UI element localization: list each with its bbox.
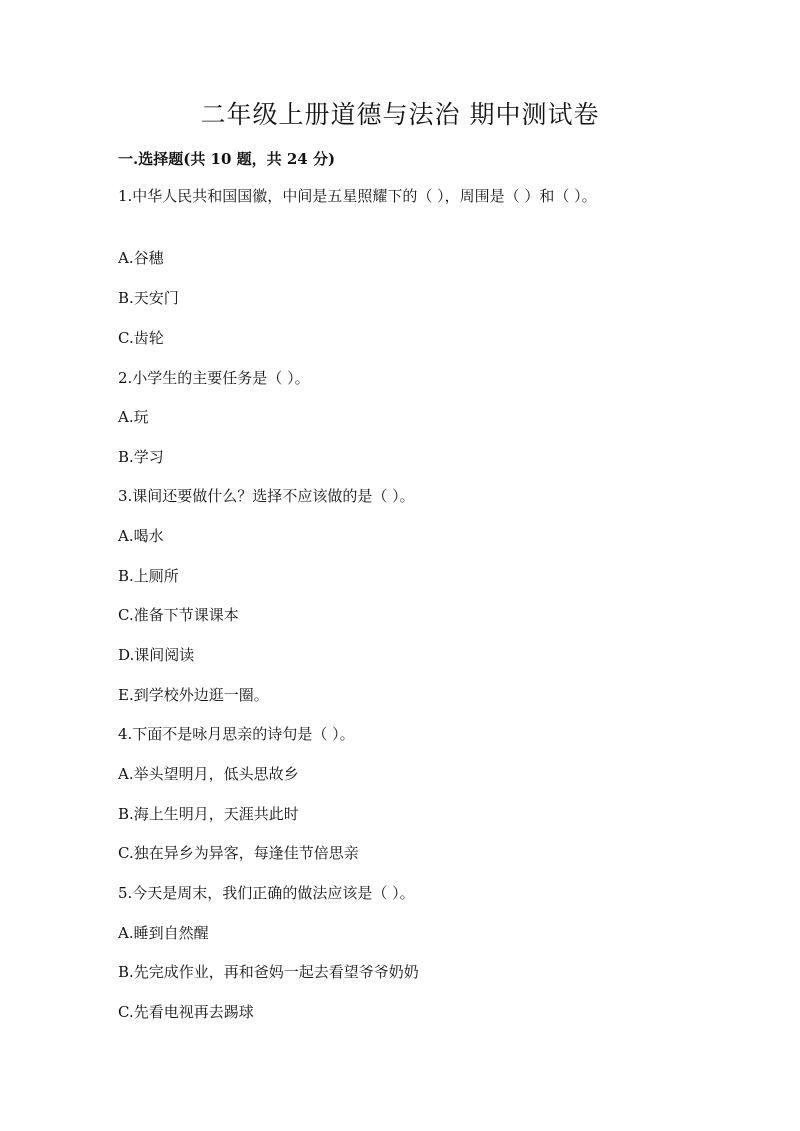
exam-title: 二年级上册道德与法治 期中测试卷 — [200, 100, 600, 129]
question-1-stem: 1.中华人民共和国国徽，中间是五星照耀下的（ ），周围是（ ）和（ ）。 — [118, 187, 597, 205]
section-heading: 一.选择题(共 10 题，共 24 分) — [118, 150, 336, 168]
question-4-option-b[interactable]: B.海上生明月，天涯共此时 — [118, 805, 299, 823]
question-2-stem: 2.小学生的主要任务是（ ）。 — [118, 369, 310, 387]
question-2-option-a[interactable]: A.玩 — [118, 408, 149, 426]
question-3-option-a[interactable]: A.喝水 — [118, 527, 164, 545]
question-1-option-a[interactable]: A.谷穗 — [118, 249, 164, 267]
question-3-option-e[interactable]: E.到学校外边逛一圈。 — [118, 686, 269, 704]
question-4-option-a[interactable]: A.举头望明月，低头思故乡 — [118, 765, 299, 783]
question-5-option-b[interactable]: B.先完成作业，再和爸妈一起去看望爷爷奶奶 — [118, 963, 419, 981]
question-3-option-c[interactable]: C.准备下节课课本 — [118, 606, 239, 624]
question-4-stem: 4.下面不是咏月思亲的诗句是（ ）。 — [118, 725, 355, 743]
question-5-option-a[interactable]: A.睡到自然醒 — [118, 924, 209, 942]
question-4-option-c[interactable]: C.独在异乡为异客，每逢佳节倍思亲 — [118, 844, 359, 862]
question-3-option-d[interactable]: D.课间阅读 — [118, 646, 195, 664]
question-2-option-b[interactable]: B.学习 — [118, 448, 164, 466]
question-5-option-c[interactable]: C.先看电视再去踢球 — [118, 1003, 254, 1021]
question-3-option-b[interactable]: B.上厕所 — [118, 567, 179, 585]
question-3-stem: 3.课间还要做什么？选择不应该做的是（ ）。 — [118, 487, 415, 505]
question-1-option-c[interactable]: C.齿轮 — [118, 329, 164, 347]
question-5-stem: 5.今天是周末，我们正确的做法应该是（ ）。 — [118, 884, 415, 902]
question-1-option-b[interactable]: B.天安门 — [118, 289, 179, 307]
